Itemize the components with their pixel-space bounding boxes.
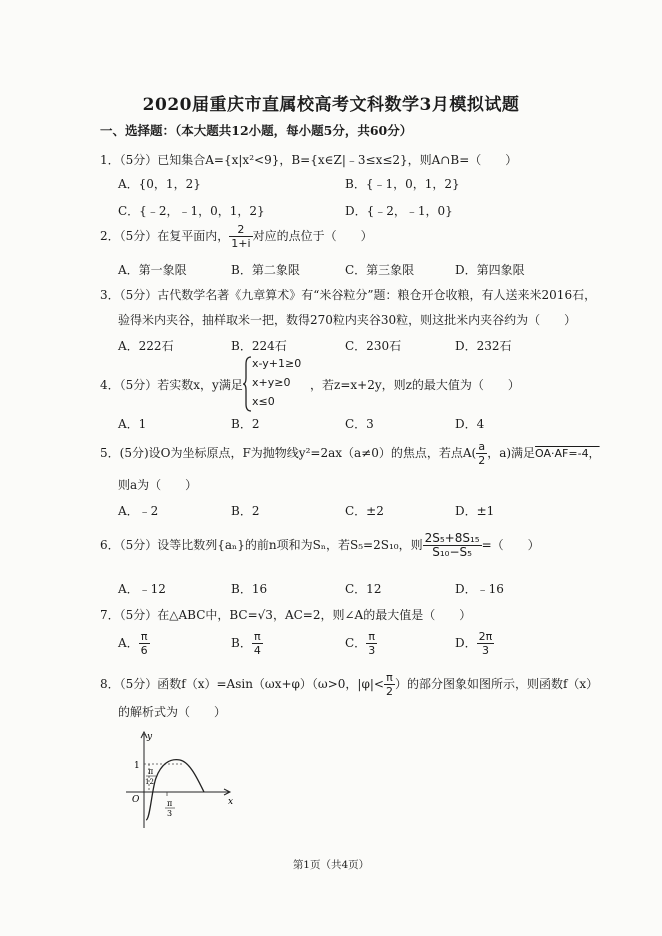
q5-vector-expr: OA·AF=-4，	[535, 447, 600, 460]
q2-option-d: D．第四象限	[455, 263, 525, 277]
q7-b-den: 4	[253, 644, 261, 657]
question-3-line-2: 验得米内夹谷，抽样取米一把，数得270粒内夹谷30粒，则这批米内夹谷约为（ ）	[118, 313, 577, 327]
question-4-stem-b: ，若z=x+2y，则z的最大值为（ ）	[310, 378, 520, 392]
q7-option-a-frac	[139, 630, 150, 657]
q2-option-c: C．第三象限	[345, 263, 415, 277]
q6-option-d: D．﹣16	[455, 582, 504, 596]
q7-option-a-prefix: A．	[118, 636, 139, 650]
q5-option-c: C．±2	[345, 504, 384, 518]
q7-option-b	[231, 630, 263, 657]
q1-option-b: B．{﹣1，0，1，2}	[345, 177, 460, 191]
q2-stem-a: 2．（5分）在复平面内，	[100, 229, 230, 243]
q7-a-num: π	[139, 630, 150, 644]
q3-option-c: C．230石	[345, 339, 402, 353]
q6-option-c: C．12	[345, 582, 382, 596]
q4-option-c: C．3	[345, 417, 374, 431]
q7-option-b-prefix: B．	[231, 636, 252, 650]
q8-stem-b: ）的部分图象如图所示，则函数f（x）	[394, 677, 599, 691]
q2-frac-num: 2	[229, 223, 252, 237]
question-7-stem: 7．（5分）在△ABC中，BC=√3，AC=2，则∠A的最大值是（ ）	[100, 608, 472, 622]
question-8-line-2: 的解析式为（ ）	[118, 705, 227, 719]
q7-d-den: 3	[481, 644, 489, 657]
q7-option-d-frac	[477, 630, 495, 657]
q2-stem-b: 对应的点位于（ ）	[252, 229, 373, 243]
question-3-line-1: 3．（5分）古代数学名著《九章算术》有“米谷粒分”题：粮仓开仓收粮，有人送来米2016石，	[100, 288, 597, 302]
q1-option-c: C．{﹣2，﹣1，0，1，2}	[118, 204, 265, 218]
q4-option-b: B．2	[231, 417, 260, 431]
question-8-stem	[100, 671, 598, 698]
q7-d-num: 2π	[478, 630, 493, 643]
q4-constraint-2: x+y≥0	[252, 376, 291, 389]
q6-frac-num: 2S₅+8S₁₅	[424, 531, 480, 545]
q7-option-b-frac	[252, 630, 263, 657]
q5-option-a: A．﹣2	[118, 504, 159, 518]
q7-a-den: 6	[140, 644, 148, 657]
q7-option-c-frac	[366, 630, 377, 657]
q8-fraction	[384, 671, 395, 698]
q2-fraction	[229, 223, 252, 250]
q5-frac-den: 2	[478, 454, 486, 467]
section-heading: 一、选择题：（本大题共12小题，每小题5分，共60分）	[100, 123, 413, 138]
q8-frac-den: 2	[385, 685, 393, 698]
q5-option-b: B．2	[231, 504, 260, 518]
q8-frac-num: π	[384, 671, 395, 685]
q1-option-d: D．{﹣2，﹣1，0}	[345, 204, 453, 218]
page-footer: 第1页（共4页）	[292, 859, 370, 871]
q7-c-num: π	[366, 630, 377, 644]
q6-option-b: B．16	[231, 582, 268, 596]
question-5-stem	[100, 440, 600, 467]
q2-frac-den: 1+i	[231, 237, 251, 250]
q2-option-a: A．第一象限	[118, 263, 187, 277]
question-1-stem: 1．（5分）已知集合A={x|x²<9}，B={x∈Z|﹣3≤x≤2}，则A∩B=（ ）	[100, 153, 518, 167]
x-axis-label: x	[228, 797, 234, 807]
t2-den: 3	[167, 809, 173, 818]
q4-option-d: D．4	[455, 417, 485, 431]
q7-option-d-prefix: D．	[455, 636, 477, 650]
t2-num: π	[167, 799, 173, 808]
q5-stem-b: ，a)满足	[487, 446, 536, 460]
q7-option-a	[118, 630, 150, 657]
q3-option-b: B．224石	[231, 339, 287, 353]
q7-b-num: π	[252, 630, 263, 644]
q7-option-c-prefix: C．	[345, 636, 367, 650]
origin-label: O	[132, 795, 140, 805]
q8-graph	[118, 728, 238, 836]
question-5-line-2: 则a为（ ）	[118, 478, 198, 492]
y-axis-label: y	[147, 732, 153, 742]
q5-stem-a: 5．(5分)设O为坐标原点，F为抛物线y²=2ax（a≠0）的焦点，若点A(	[100, 446, 477, 460]
t1-num: π	[148, 767, 154, 776]
t1-den: 12	[145, 778, 154, 786]
q6-option-a: A．﹣12	[118, 582, 166, 596]
q4-option-a: A．1	[118, 417, 147, 431]
q4-constraint-1: x-y+1≥0	[252, 357, 302, 370]
question-2-stem	[100, 223, 373, 250]
question-6-stem	[100, 532, 540, 559]
sine-curve	[146, 760, 204, 820]
page-title: 2020届重庆市直属校高考文科数学3月模拟试题	[142, 95, 520, 115]
q3-option-d: D．232石	[455, 339, 512, 353]
q7-option-c	[345, 630, 377, 657]
q6-stem-b: =（ ）	[481, 538, 540, 552]
one-label: 1	[134, 761, 140, 771]
q6-frac-den: S₁₀−S₅	[432, 545, 472, 559]
q7-option-d	[455, 630, 494, 657]
question-4-stem-a: 4．（5分）若实数x，y满足	[100, 378, 243, 392]
q3-option-a: A．222石	[118, 339, 174, 353]
q5-fraction	[476, 440, 487, 467]
q4-constraint-3: x≤0	[252, 395, 275, 408]
q1-option-a: A．{0，1，2}	[118, 177, 201, 191]
q6-stem-a: 6．（5分）设等比数列{aₙ}的前n项和为Sₙ，若S₅=2S₁₀，则	[100, 538, 423, 552]
q4-brace	[242, 356, 252, 412]
q5-frac-num: a	[476, 440, 487, 454]
q5-option-d: D．±1	[455, 504, 495, 518]
q6-fraction	[423, 532, 482, 559]
q2-option-b: B．第二象限	[231, 263, 300, 277]
q7-c-den: 3	[368, 644, 376, 657]
q8-stem-a: 8．（5分）函数f（x）=Asin（ωx+φ）（ω>0，|φ|<	[100, 677, 384, 691]
